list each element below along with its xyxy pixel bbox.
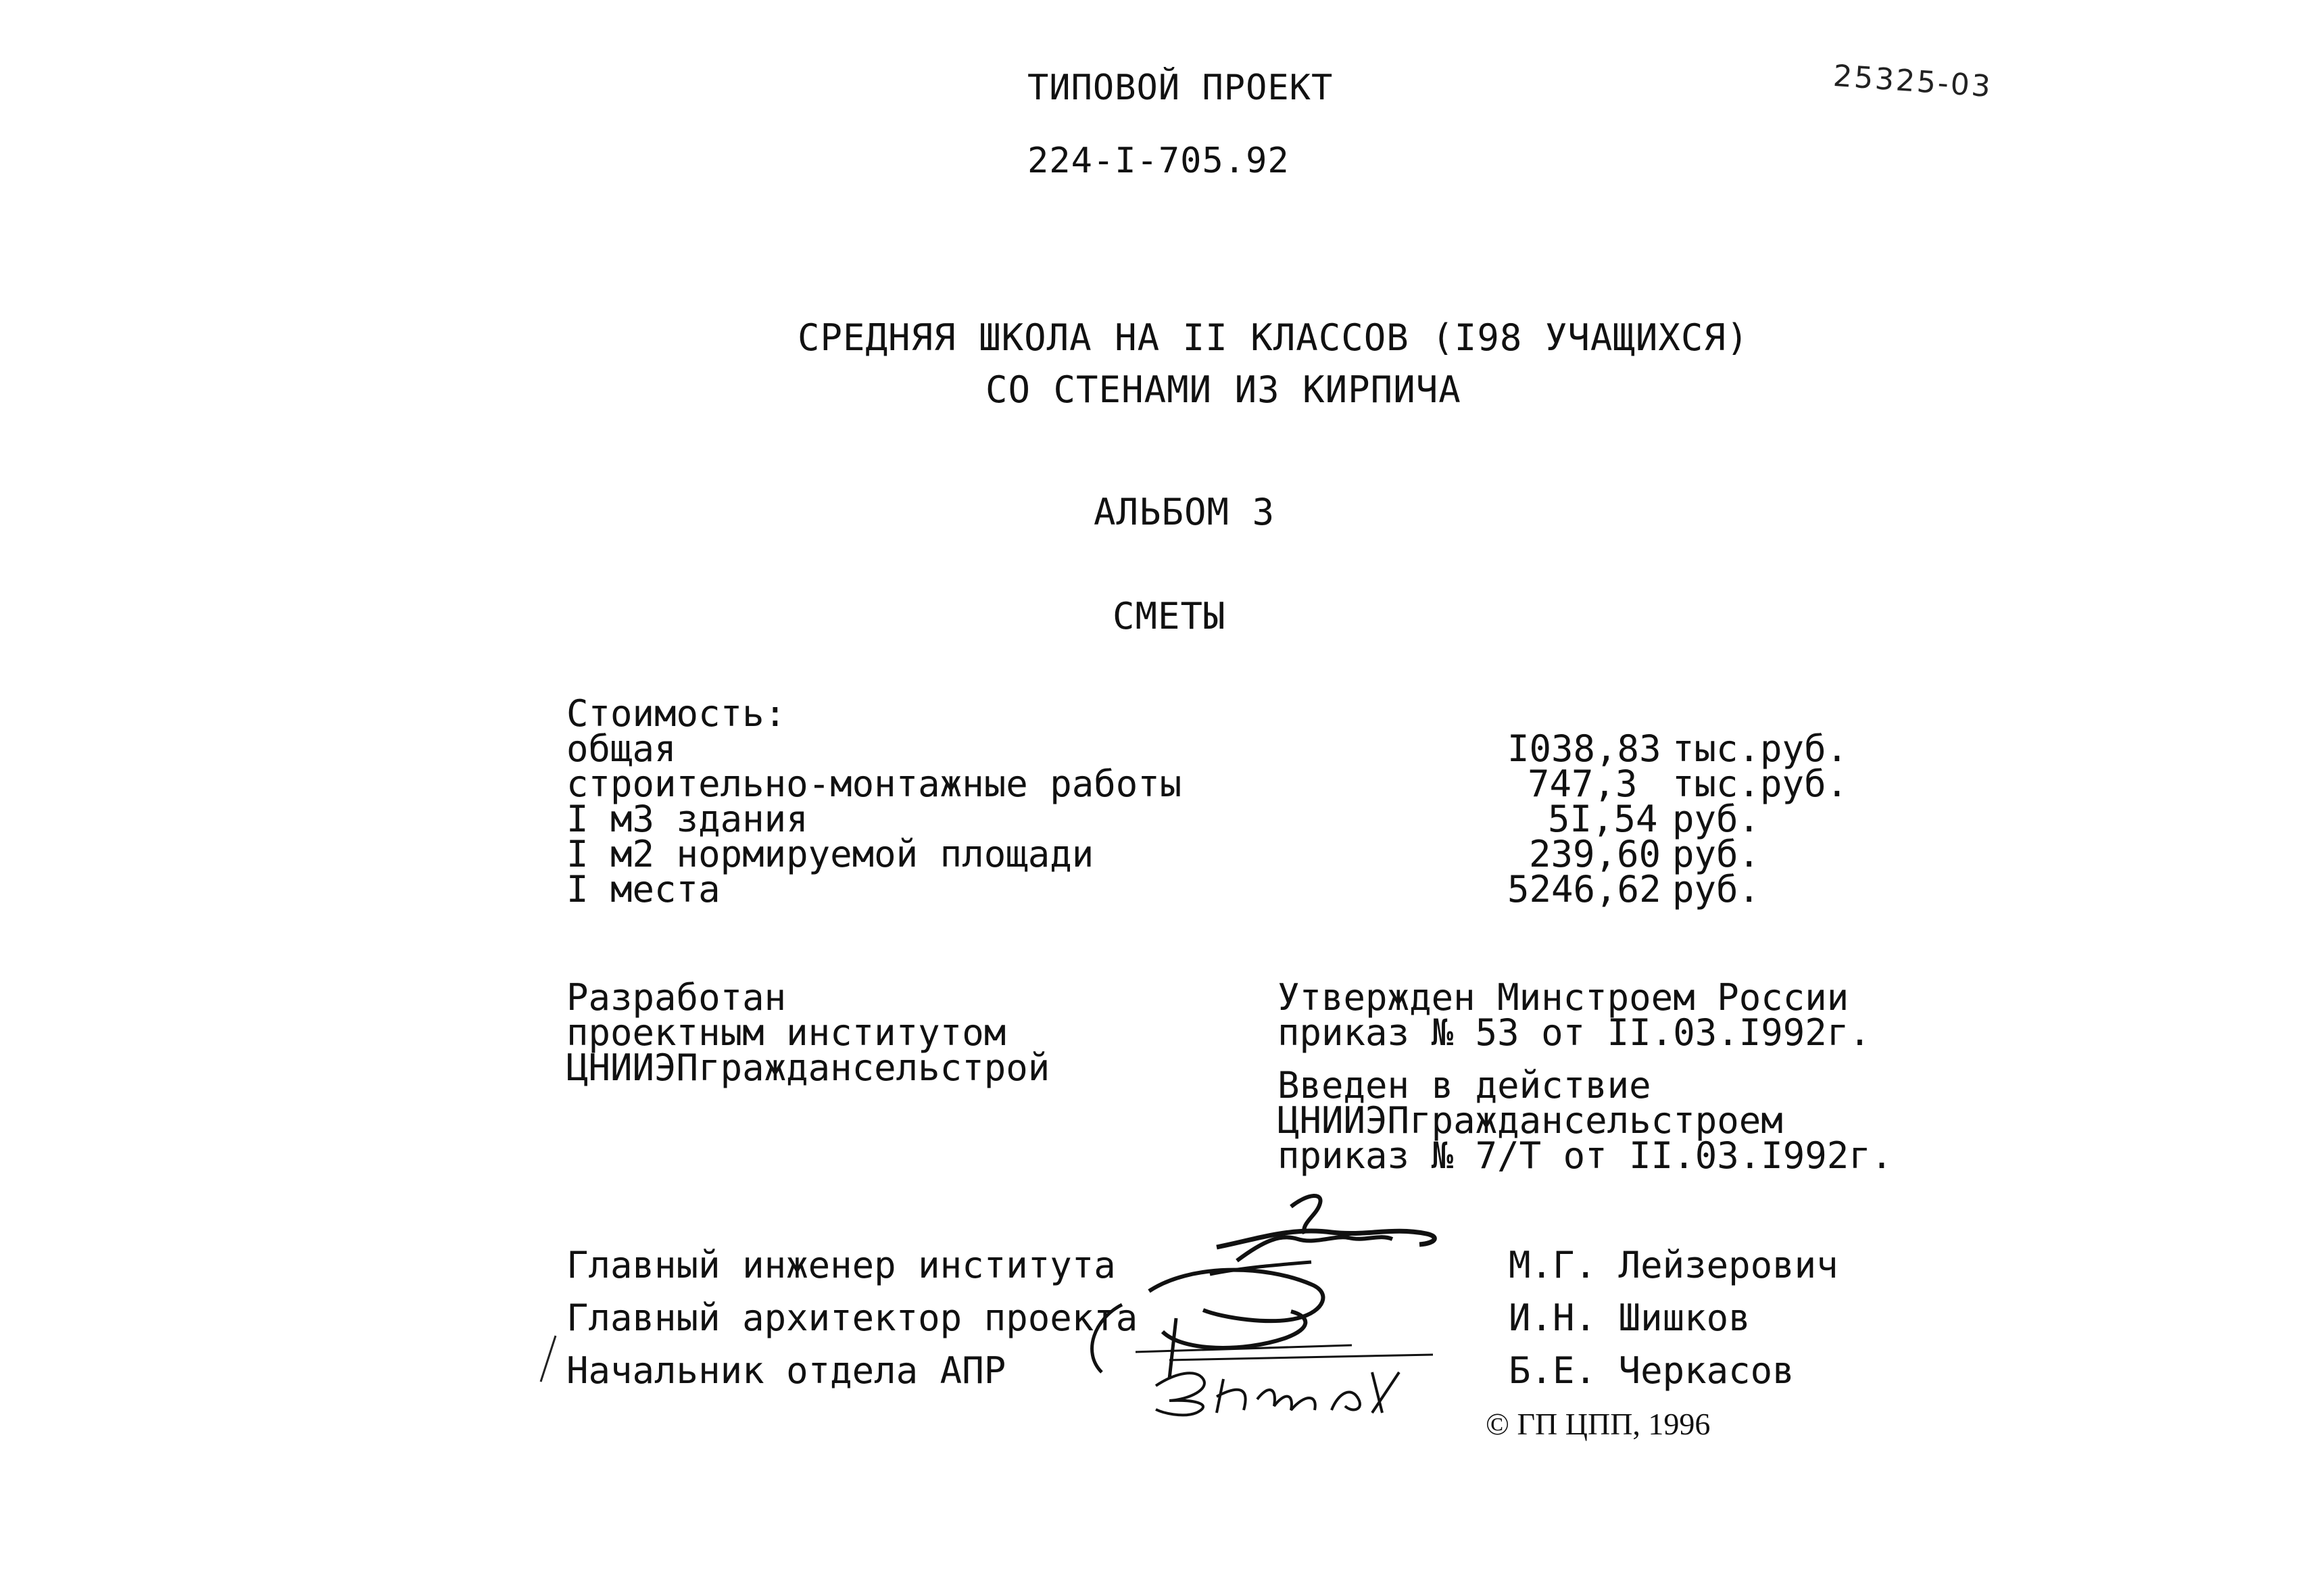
margin-tick-mark <box>538 1332 558 1386</box>
handwritten-inventory-number: 25325-03 <box>1832 58 1994 105</box>
cost-unit-construction: тыс.руб. <box>1672 763 1849 805</box>
signature-department-head <box>1149 1345 1446 1426</box>
cost-value-per-m2: 239,60 <box>1529 833 1661 875</box>
cost-value-construction: 747,3 <box>1528 763 1638 805</box>
cost-unit-per-m2: руб. <box>1672 833 1761 875</box>
signatory-name-chief-architect: И.Н. Шишков <box>1509 1297 1751 1339</box>
document-title-line1: СРЕДНЯЯ ШКОЛА НА II КЛАССОВ (I98 УЧАЩИХСЯ) <box>798 316 1749 359</box>
project-type: ТИПОВОЙ ПРОЕКТ <box>1027 68 1334 108</box>
developed-line2: проектным институтом <box>566 1011 1006 1054</box>
cost-value-per-m3: 5I,54 <box>1548 798 1658 840</box>
cost-value-total: I038,83 <box>1507 727 1661 770</box>
cost-label-per-place: I места <box>566 868 721 911</box>
signatory-position-department-head: Начальник отдела АПР <box>566 1349 1006 1392</box>
cost-label-per-m2: I м2 нормируемой площади <box>566 833 1094 875</box>
approved-line1: Утвержден Минстроем России <box>1277 976 1849 1019</box>
approved-line5: приказ № 7/Т от II.03.I992г. <box>1277 1134 1893 1177</box>
section-title: СМЕТЫ <box>1113 595 1226 637</box>
album-number: АЛЬБОМ 3 <box>1094 491 1275 533</box>
signatory-name-department-head: Б.Е. Черкасов <box>1509 1349 1795 1392</box>
cost-label-per-m3: I м3 здания <box>566 798 808 840</box>
cost-unit-per-m3: руб. <box>1672 798 1761 840</box>
signatory-position-chief-architect: Главный архитектор проекта <box>566 1297 1138 1339</box>
developed-line1: Разработан <box>566 976 787 1019</box>
cost-value-per-place: 5246,62 <box>1507 868 1661 911</box>
cost-label-total: общая <box>566 727 677 770</box>
approved-line3: Введен в действие <box>1277 1064 1651 1107</box>
developed-line3: ЦНИИЭПграждансельстрой <box>566 1046 1050 1089</box>
approved-line4: ЦНИИЭПграждансельстроем <box>1277 1099 1783 1142</box>
approved-line2: приказ № 53 от II.03.I992г. <box>1277 1011 1871 1054</box>
project-code: 224-I-705.92 <box>1027 141 1290 181</box>
cost-unit-total: тыс.руб. <box>1672 727 1849 770</box>
signatory-name-chief-engineer: М.Г. Лейзерович <box>1509 1244 1838 1286</box>
document-title-line2: СО СТЕНАМИ ИЗ КИРПИЧА <box>985 368 1461 411</box>
cost-heading: Стоимость: <box>566 692 787 735</box>
cost-unit-per-place: руб. <box>1672 868 1761 911</box>
cost-label-construction: строительно-монтажные работы <box>566 763 1182 805</box>
copyright-notice: © ГП ЦПП, 1996 <box>1486 1407 1711 1441</box>
signatory-position-chief-engineer: Главный инженер института <box>566 1244 1116 1286</box>
